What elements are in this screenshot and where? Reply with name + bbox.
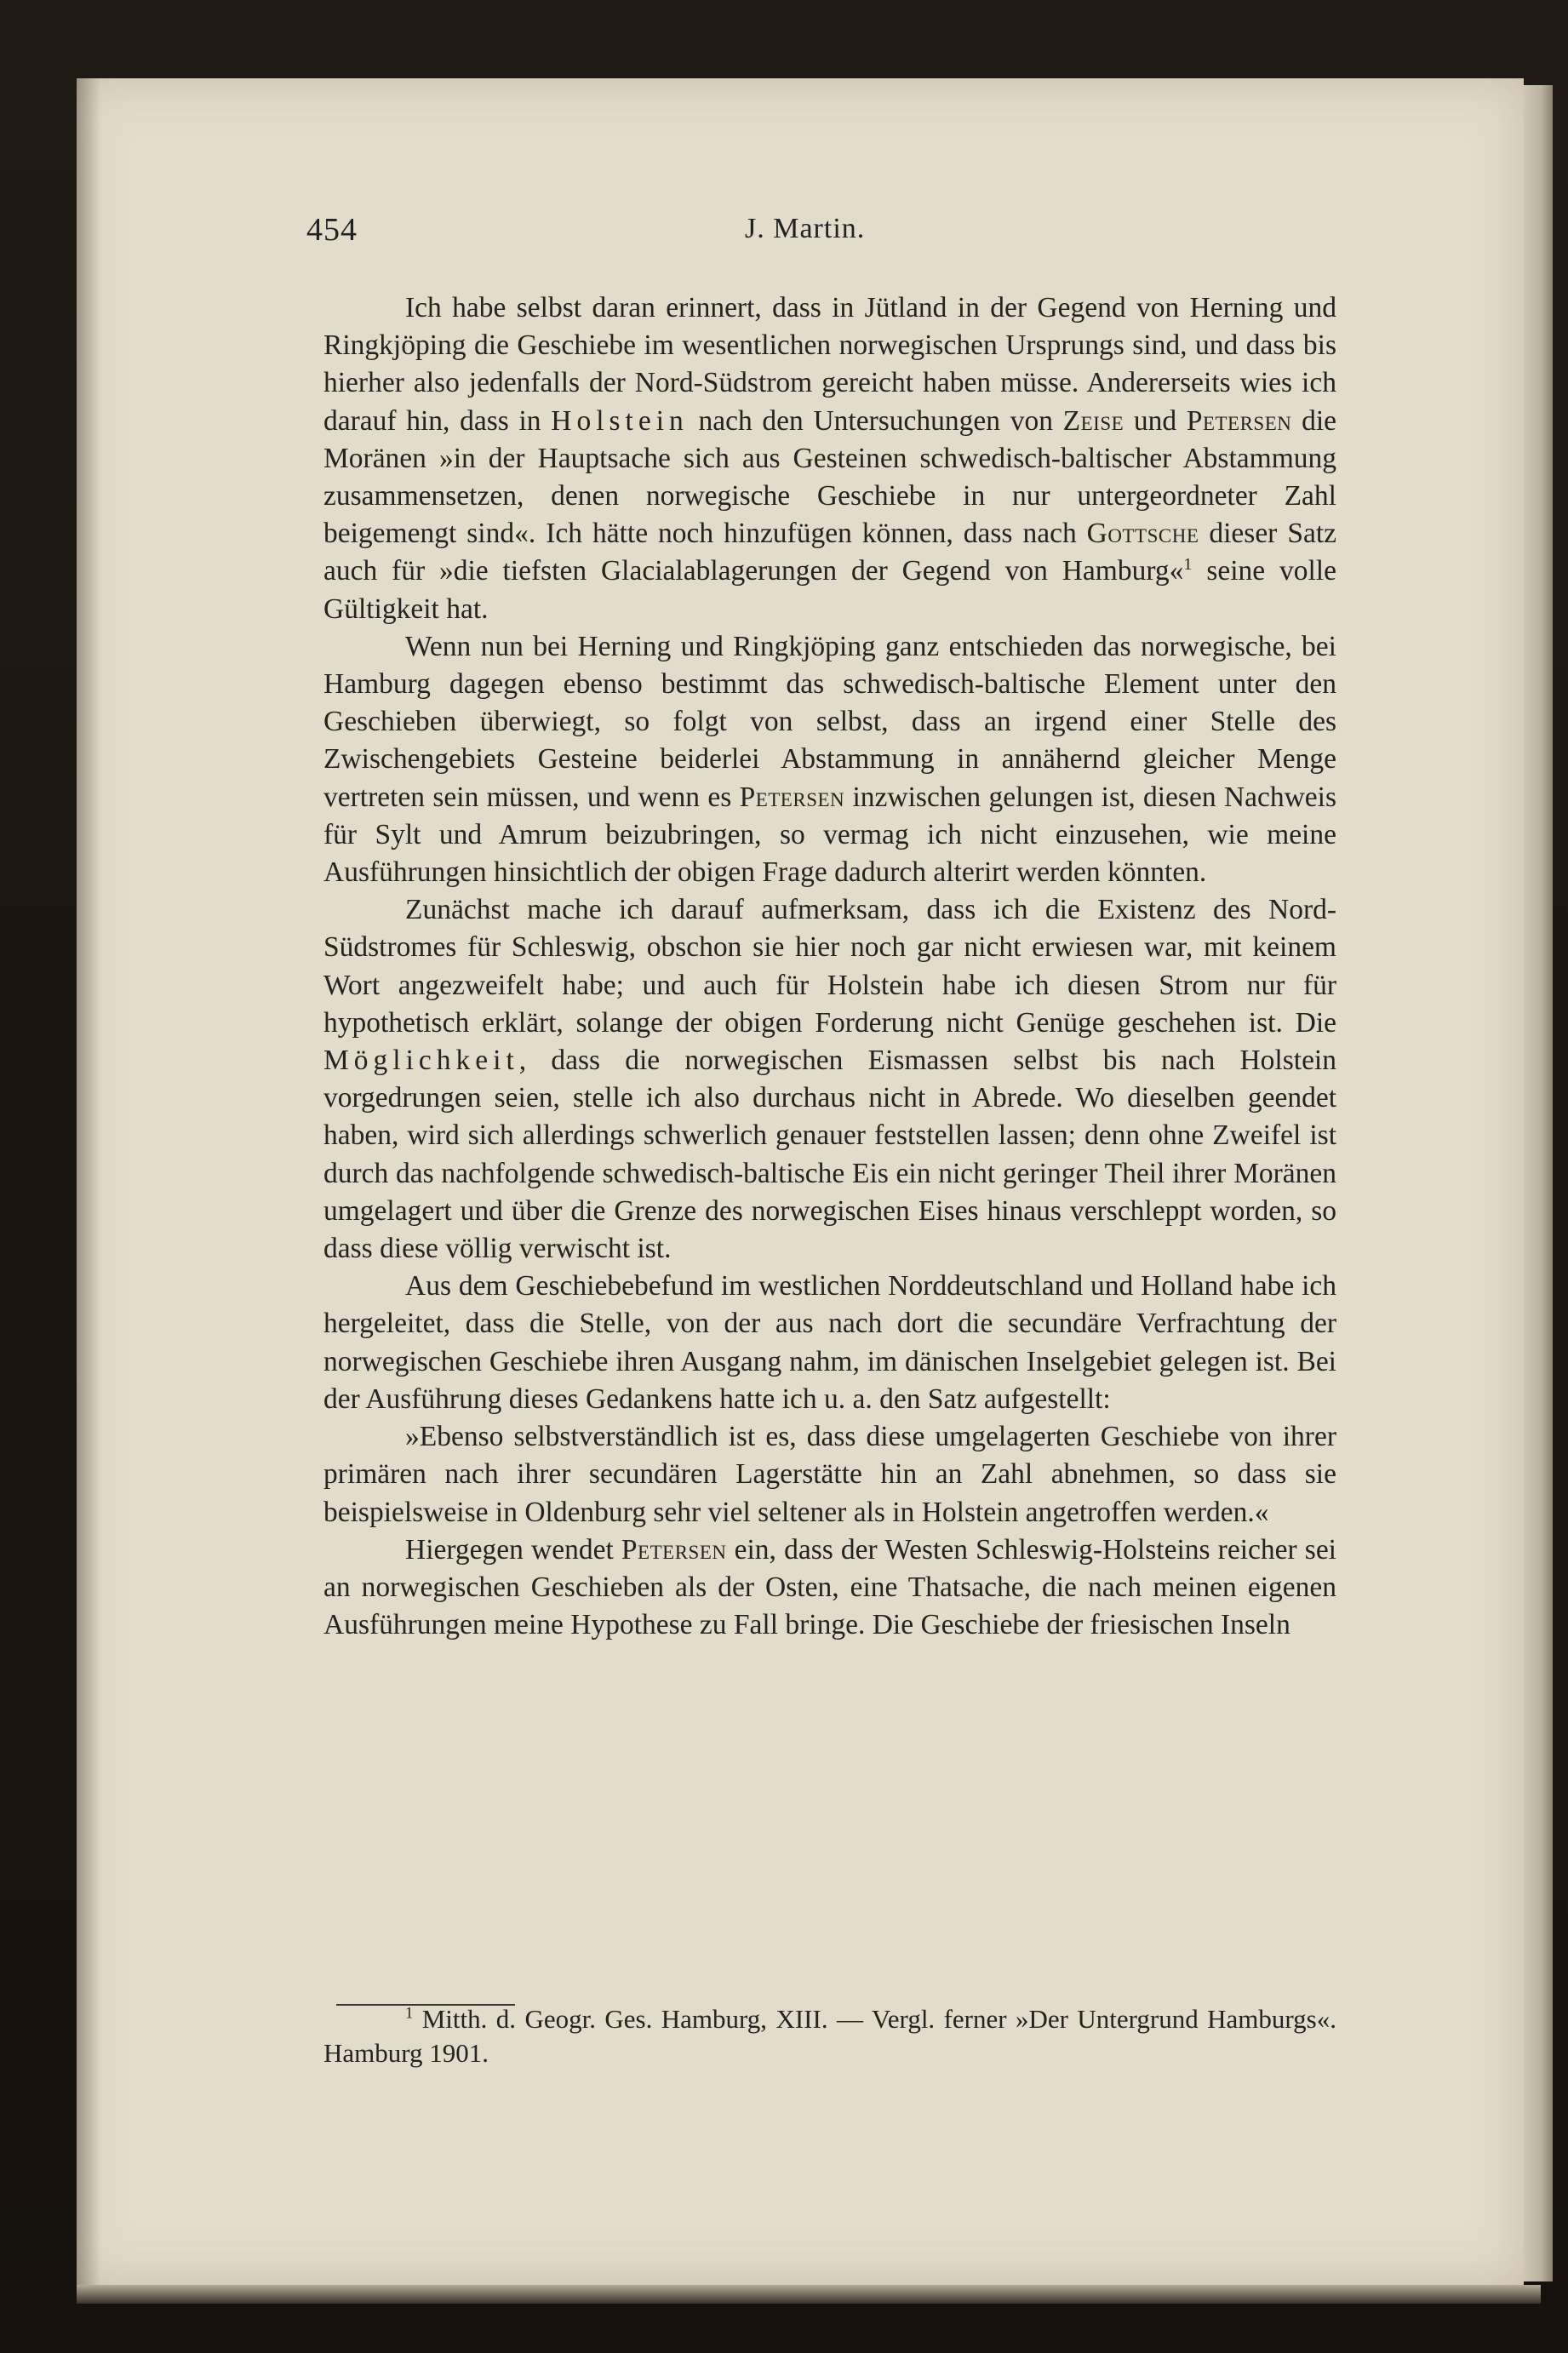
text-segment: Wenn nun bei Herning und Ringkjöping ganz entschieden das norwegische, bei Hamburg dagegen ebenso bestimmt das schwedisch-baltische Element unter den Geschieben überwiegt, so folgt von selbst, dass an irgend einer Stelle des Zwischengebiets Gesteine beiderlei Abstammung in annähernd gleicher Menge vertreten sein müssen, und wenn es	[323, 630, 1336, 813]
text-segment: Zeise	[1062, 404, 1124, 437]
footnote-marker: 1	[405, 2004, 414, 2023]
text-segment: seine volle Gültigkeit hat.	[323, 555, 1336, 625]
text-segment: dieser Satz auch für »die tiefsten Glacialablagerungen der Gegend von Hamburg«	[323, 518, 1336, 587]
text-segment: Petersen	[1186, 404, 1292, 437]
text-segment: und	[1124, 404, 1187, 437]
text-segment: nach den Untersuchungen von	[688, 404, 1063, 437]
text-segment: Holstein	[551, 404, 689, 437]
footnote-reference: 1	[1183, 555, 1193, 575]
page-header	[306, 211, 1336, 254]
text-segment: , dass die norwegischen Eismassen selbst bis nach Holstein vorgedrungen seien, stelle ich also durchaus nicht in Abrede. Wo dieselben geendet haben, wird sich allerdings schwerlich genauer feststellen lassen; denn ohne Zweifel ist durch das nachfolgende schwedisch-baltische Eis ein nicht geringer Theil ihrer Moränen umgelagert und über die Grenze des norwegischen Eises hinaus verschleppt worden, so dass diese völlig verwischt ist.	[323, 1045, 1336, 1265]
body-paragraph	[323, 289, 1336, 628]
page-number: 454	[306, 212, 358, 248]
text-segment: inzwischen gelungen ist, diesen Nachweis für Sylt und Amrum beizubringen, so vermag ich nicht einzusehen, wie meine Ausführungen hinsichtlich der obigen Frage dadurch alterirt werden könnten.	[323, 781, 1336, 889]
page-edge-right	[1524, 85, 1553, 2281]
text-segment: Zunächst mache ich darauf aufmerksam, dass ich die Existenz des Nord-Südstromes für Schleswig, obschon sie hier noch gar nicht erwiesen war, mit keinem Wort angezweifelt habe; und auch für Holstein habe ich diesen Strom nur für hypothetisch erklärt, solange der obigen Forderung nicht Genüge geschehen ist. Die	[323, 894, 1336, 1039]
footnote-text: Mitth. d. Geogr. Ges. Hamburg, XIII. — Vergl. ferner »Der Untergrund Hamburgs«. Hamburg 1901.	[323, 2004, 1336, 2068]
body-paragraph	[323, 1531, 1336, 1645]
text-segment: Petersen	[621, 1533, 727, 1566]
text-segment: Hiergegen wendet	[405, 1533, 621, 1566]
gutter-shade	[77, 78, 100, 2285]
running-head: J. Martin.	[745, 213, 866, 244]
text-segment: Möglichkeit	[323, 1045, 519, 1077]
page-edge-bottom	[77, 2285, 1541, 2304]
body-paragraph	[323, 1418, 1336, 1531]
text-segment: die Moränen »in der Hauptsache sich aus Gesteinen schwedisch-baltischer Abstammung zusammensetzen, denen norwegische Geschiebe in nur untergeordneter Zahl beigemengt sind«. Ich hätte noch hinzufügen können, dass nach	[323, 404, 1337, 550]
footnote	[323, 2002, 1336, 2070]
body-text	[323, 289, 1336, 1644]
body-paragraph	[323, 628, 1336, 891]
text-segment: Ich habe selbst daran erinnert, dass in Jütland in der Gegend von Herning und Ringkjöping die Geschiebe im wesentlichen norwegischen Ursprungs sind, und dass bis hierher also jedenfalls der Nord-Südstrom gereicht haben müsse. Andererseits wies ich darauf hin, dass in	[323, 292, 1336, 437]
text-segment: Gottsche	[1086, 518, 1199, 550]
body-paragraph	[323, 891, 1336, 1268]
footnote-paragraph	[323, 2002, 1336, 2070]
text-segment: »Ebenso selbstverständlich ist es, dass diese umgelagerten Geschiebe von ihrer primären nach ihrer secundären Lagerstätte hin an Zahl abnehmen, so dass sie beispielsweise in Oldenburg sehr viel seltener als in Holstein angetroffen werden.«	[323, 1421, 1336, 1528]
text-segment: Aus dem Geschiebebefund im westlichen Norddeutschland und Holland habe ich hergeleitet, dass die Stelle, von der aus nach dort die secundäre Verfrachtung der norwegischen Geschiebe ihren Ausgang nahm, im dänischen Inselgebiet gelegen ist. Bei der Ausführung dieses Gedankens hatte ich u. a. den Satz aufgestellt:	[323, 1270, 1336, 1415]
body-paragraph	[323, 1268, 1336, 1418]
text-segment: ein, dass der Westen Schleswig-Holsteins reicher sei an norwegischen Geschieben als der Osten, eine Thatsache, die nach meinen eigenen Ausführungen meine Hypothese zu Fall bringe. Die Geschiebe der friesischen Inseln	[323, 1533, 1336, 1641]
text-segment: Petersen	[739, 781, 845, 813]
